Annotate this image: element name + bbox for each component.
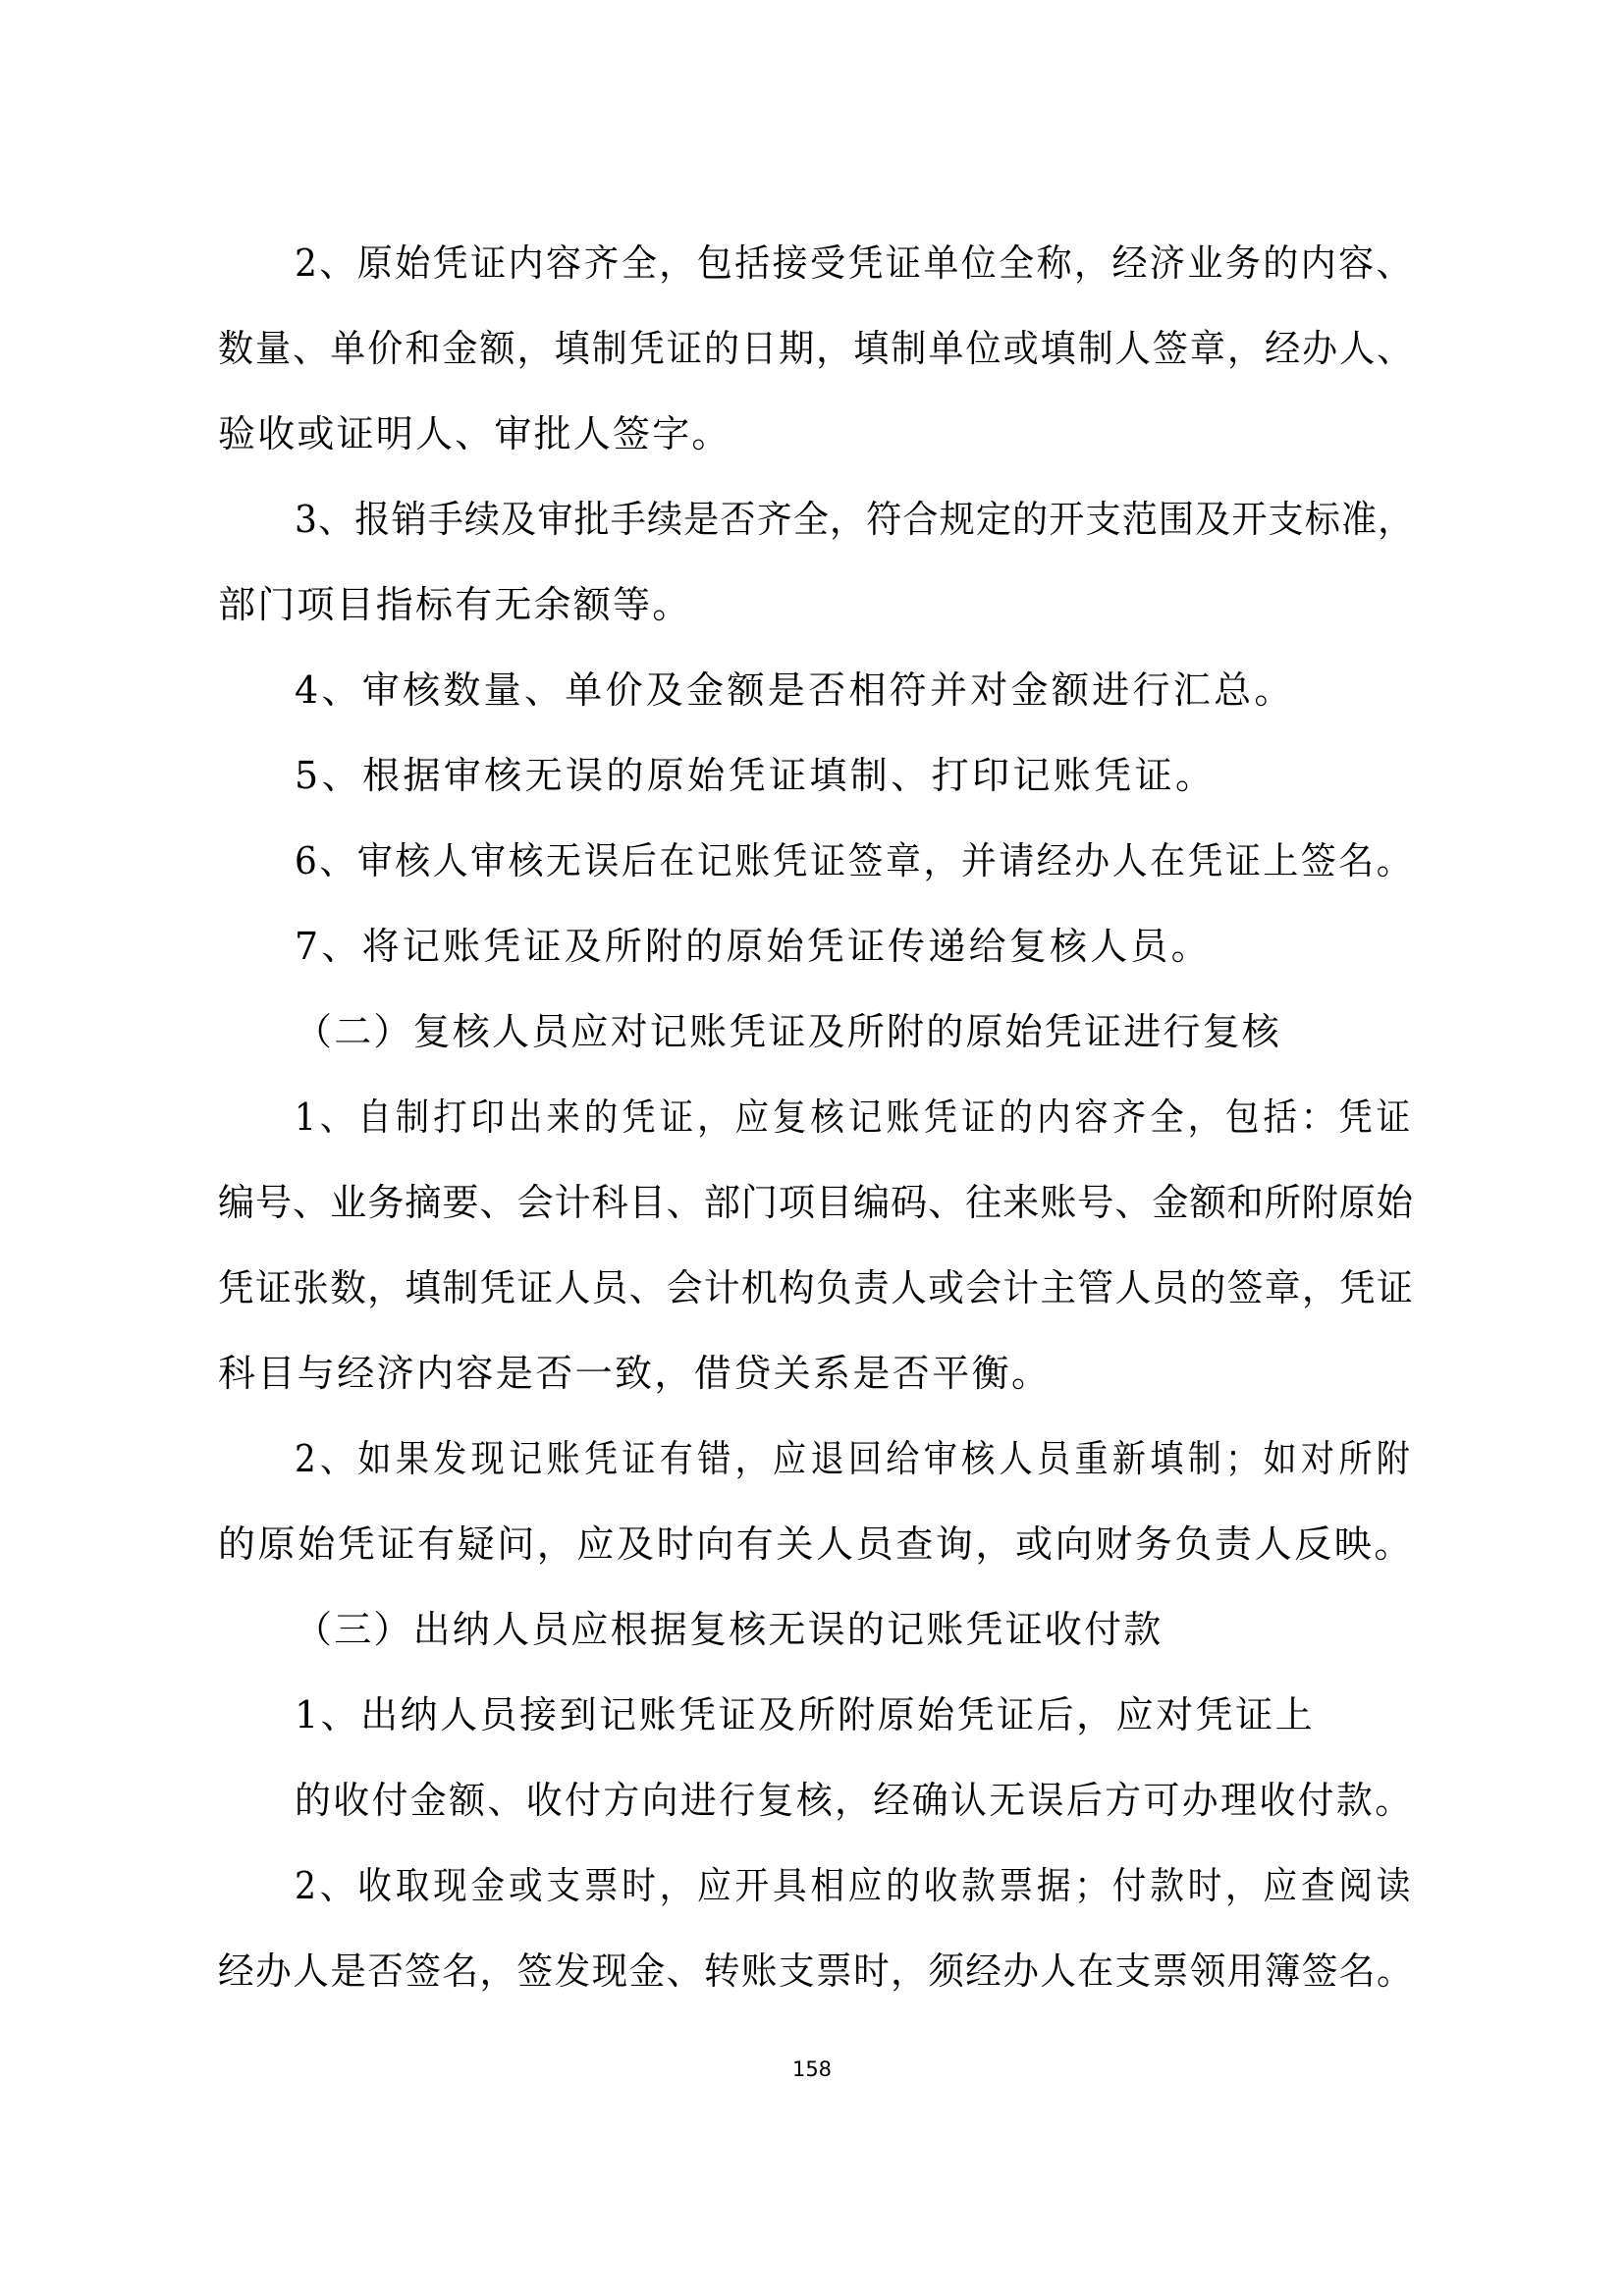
text-line: 科目与经济内容是否一致，借贷关系是否平衡。 [218,1352,1052,1395]
text-line: 2、如果发现记账凭证有错，应退回给审核人员重新填制；如对所附 [295,1437,1415,1480]
text-line: 5、根据审核无误的原始凭证填制、打印记账凭证。 [295,754,1217,797]
text-line: 的原始凭证有疑问，应及时向有关人员查询，或向财务负责人反映。 [218,1522,1415,1566]
text-line: 2、收取现金或支票时，应开具相应的收款票据；付款时，应查阅读 [295,1864,1415,1907]
text-line: 经办人是否签名，签发现金、转账支票时，须经办人在支票领用簿签名。 [218,1949,1415,1993]
text-line: 6、审核人审核无误后在记账凭证签章，并请经办人在凭证上签名。 [295,839,1415,882]
text-line: 验收或证明人、审批人签字。 [218,412,731,455]
text-line: 7、将记账凭证及所附的原始凭证传递给复核人员。 [295,925,1212,968]
text-line: 凭证张数，填制凭证人员、会计机构负责人或会计主管人员的签章，凭证 [218,1266,1415,1309]
text-line: 2、原始凭证内容齐全，包括接受凭证单位全称，经济业务的内容、 [295,241,1414,285]
section-heading: （二）复核人员应对记账凭证及所附的原始凭证进行复核 [295,1010,1282,1053]
section-heading: （三）出纳人员应根据复核无误的记账凭证收付款 [295,1608,1164,1651]
page-number: 158 [791,2057,833,2081]
text-line: 的收付金额、收付方向进行复核，经确认无误后方可办理收付款。 [295,1779,1414,1822]
text-line: 4、审核数量、单价及金额是否相符并对金额进行汇总。 [295,668,1295,712]
text-line: 3、报销手续及审批手续是否齐全，符合规定的开支范围及开支标准， [295,498,1415,541]
text-line: 1、自制打印出来的凭证，应复核记账凭证的内容齐全，包括：凭证 [295,1095,1415,1139]
text-line: 编号、业务摘要、会计科目、部门项目编码、往来账号、金额和所附原始 [218,1181,1414,1224]
text-line: 数量、单价和金额，填制凭证的日期，填制单位或填制人签章，经办人、 [218,327,1415,370]
text-line: 1、出纳人员接到记账凭证及所附原始凭证后，应对凭证上 [295,1693,1316,1736]
text-line: 部门项目指标有无余额等。 [218,583,692,626]
